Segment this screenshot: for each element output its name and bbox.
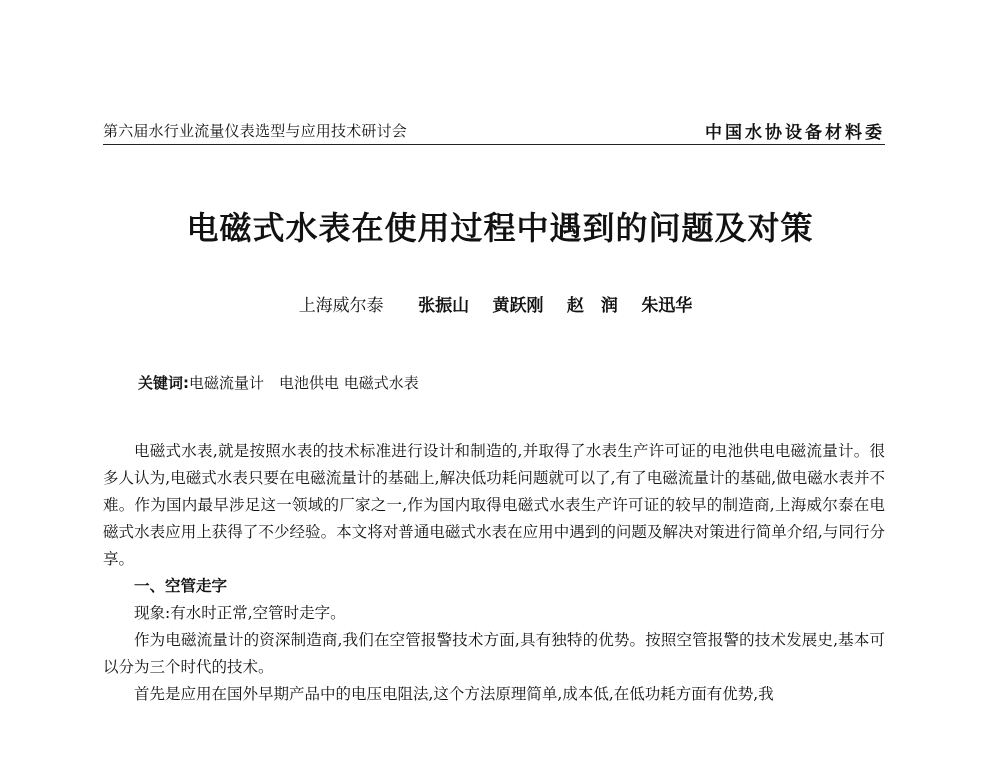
running-header [103, 118, 885, 145]
conference-name: 第六届水行业流量仪表选型与应用技术研讨会 [103, 122, 408, 140]
author-line [0, 291, 1000, 316]
author-name: 赵 润 [566, 296, 618, 316]
keywords-value: 电磁流量计 电池供电 电磁式水表 [189, 374, 419, 392]
section-heading: 一、空管走字 [134, 577, 228, 595]
article-body [103, 438, 885, 708]
body-paragraph: 作为电磁流量计的资深制造商,我们在空管报警技术方面,具有独特的优势。按照空管报警的技术发展史,基本可以分为三个时代的技术。 [103, 631, 885, 676]
keywords-label: 关键词: [138, 374, 189, 392]
author-name: 黄跃刚 [492, 296, 544, 316]
intro-paragraph: 电磁式水表,就是按照水表的技术标准进行设计和制造的,并取得了水表生产许可证的电池供电电磁流量计。很多人认为,电磁式水表只要在电磁流量计的基础上,解决低功耗问题就可以了,有了电磁流量计的基础,做电磁水表并不难。作为国内最早涉足这一领域的厂家之一,作为国内取得电磁式水表生产许可证的较早的制造商,上海威尔泰在电磁式水表应用上获得了不少经验。本文将对普通电磁式水表在应用中遇到的问题及解决对策进行简单介绍,与同行分享。 [103, 442, 885, 568]
phenomenon-paragraph: 现象:有水时正常,空管时走字。 [134, 604, 346, 622]
author-name: 张振山 [418, 296, 470, 316]
keywords-line [138, 372, 419, 393]
article-title: 电磁式水表在使用过程中遇到的问题及对策 [186, 209, 814, 247]
author-name: 朱迅华 [641, 296, 693, 316]
author-organization: 上海威尔泰 [298, 296, 384, 316]
committee-name: 中国水协设备材料委 [705, 123, 885, 143]
body-paragraph: 首先是应用在国外早期产品中的电压电阻法,这个方法原理简单,成本低,在低功耗方面有优势,我 [134, 685, 774, 703]
